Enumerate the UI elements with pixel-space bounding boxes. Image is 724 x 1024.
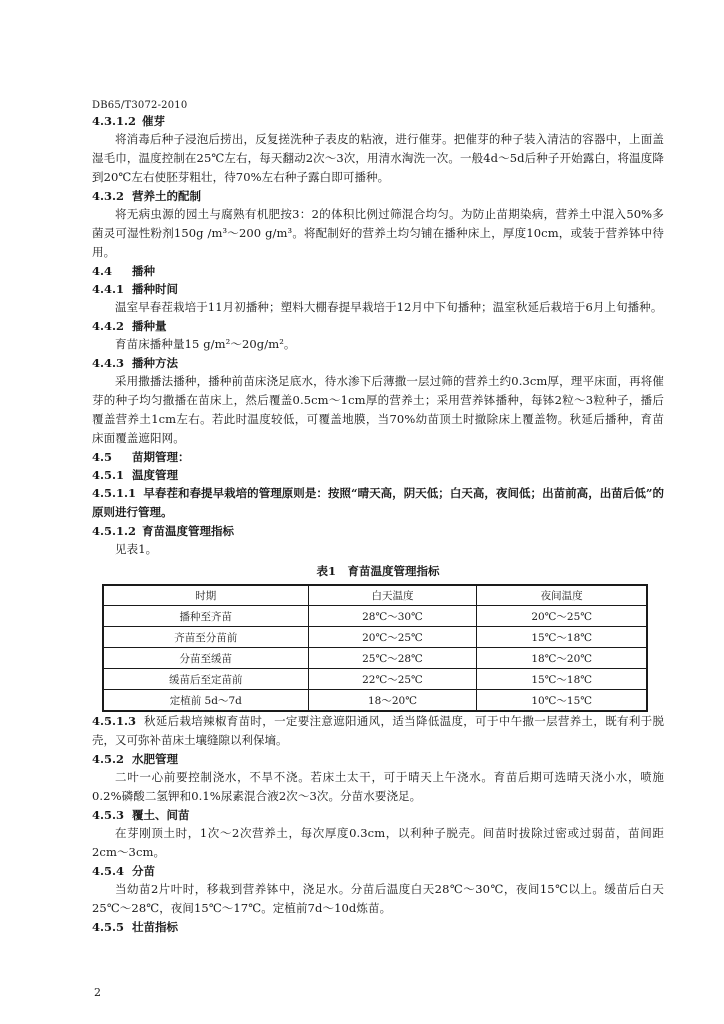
section-title: 分苗 (132, 864, 155, 878)
section-title: 播种 (132, 264, 155, 278)
table-cell: 18～20℃ (308, 690, 477, 712)
table-cell: 18℃～20℃ (477, 648, 647, 669)
paragraph-4-5-4: 当幼苗2片叶时，移栽到营养钵中，浇足水。分苗后温度白天28℃～30℃，夜间15℃以上。缓苗后白天25℃～28℃，夜间15℃～17℃。定植前7d～10d炼苗。 (92, 882, 664, 915)
section-heading-4-5-1-2 (92, 522, 664, 540)
paragraph-4-3-2: 将无病虫源的园土与腐熟有机肥按3：2的体积比例过筛混合均匀。为防止苗期染病，营养土中混入50%多菌灵可湿性粉剂150g /m³～200 g/m³。将配制好的营养土均匀铺在播种床上，厚度10cm，或装于营养钵中待用。 (92, 207, 664, 259)
table-cell: 28℃～30℃ (308, 606, 477, 627)
paragraph-4-4-3: 采用撒播法播种，播种前苗床浇足底水，待水渗下后薄撒一层过筛的营养土约0.3cm厚，理平床面，再将催芽的种子均匀撒播在苗床上，然后覆盖0.5cm～1cm厚的营养土；采用营养钵播种，每钵2粒～3粒种子，播后覆盖营养土1cm左右。若此时温度较低，可覆盖地膜，当70%幼苗顶土时撤除床上覆盖物。秋延后播种，育苗床面覆盖遮阳网。 (92, 374, 664, 445)
section-heading-4-3-2 (92, 187, 664, 205)
paragraph-4-5-1-2: 见表1。 (115, 542, 158, 556)
table-cell: 分苗至缓苗 (103, 648, 308, 669)
table-cell: 20℃～25℃ (308, 627, 477, 648)
section-number: 4.5.1.1 (92, 486, 137, 500)
table-cell: 齐苗至分苗前 (103, 627, 308, 648)
table-cell: 播种至齐苗 (103, 606, 308, 627)
table-row (103, 690, 647, 712)
section-title: 播种方法 (132, 356, 178, 370)
table-cell: 22℃～25℃ (308, 669, 477, 690)
table-header-row (103, 585, 647, 606)
table-caption: 表1 育苗温度管理指标 (316, 564, 440, 578)
section-heading-4-4-1 (92, 280, 664, 298)
section-number: 4.5.4 (92, 864, 125, 878)
section-title: 播种量 (132, 319, 167, 333)
table-cell: 15℃～18℃ (477, 669, 647, 690)
section-heading-4-5-3 (92, 806, 664, 824)
section-title: 覆土、间苗 (132, 808, 190, 822)
section-title: 水肥管理 (132, 752, 178, 766)
section-heading-4-5-5 (92, 918, 664, 936)
section-title: 苗期管理： (132, 450, 190, 464)
section-number: 4.5 (92, 450, 113, 464)
table-cell: 25℃～28℃ (308, 648, 477, 669)
section-title: 营养土的配制 (132, 189, 201, 203)
section-title: 育苗温度管理指标 (142, 524, 234, 538)
section-heading-4-3-1-2 (92, 112, 664, 130)
section-number: 4.3.2 (92, 189, 125, 203)
table-header-cell: 夜间温度 (477, 585, 647, 606)
paragraph-4-5-1-1 (92, 484, 664, 522)
section-heading-4-5-4 (92, 862, 664, 880)
paragraph-4-5-3: 在芽刚顶土时，1次～2次营养土，每次厚度0.3cm，以利种子脱壳。间苗时拔除过密或过弱苗，苗间距2cm～3cm。 (92, 826, 664, 859)
section-number: 4.3.1.2 (92, 114, 137, 128)
table-cell: 15℃～18℃ (477, 627, 647, 648)
document-code: DB65/T3072-2010 (92, 100, 188, 111)
section-title: 催芽 (142, 114, 165, 128)
document-body (92, 112, 664, 936)
section-number: 4.4.2 (92, 319, 125, 333)
section-number: 4.4 (92, 264, 113, 278)
section-heading-4-4-2 (92, 317, 664, 335)
section-number: 4.5.1 (92, 468, 125, 482)
table-header-cell: 白天温度 (308, 585, 477, 606)
table-row (103, 627, 647, 648)
section-title: 温度管理 (132, 468, 178, 482)
table-row (103, 648, 647, 669)
section-number: 4.5.3 (92, 808, 125, 822)
table-row (103, 606, 647, 627)
section-number: 4.5.2 (92, 752, 125, 766)
paragraph-4-4-2: 育苗床播种量15 g/m²～20g/m²。 (115, 337, 296, 351)
table-cell: 20℃～25℃ (477, 606, 647, 627)
paragraph-4-5-1-3 (92, 712, 664, 750)
paragraph-4-5-2: 二叶一心前要控制浇水，不旱不浇。若床土太干，可于晴天上午浇水。育苗后期可选晴天浇小水，喷施0.2%磷酸二氢钾和0.1%尿素混合液2次～3次。分苗水要浇足。 (92, 770, 664, 803)
paragraph-text: 秋延后栽培辣椒育苗时，一定要注意遮阳通风，适当降低温度，可于中午撒一层营养土，既有利于脱壳，又可弥补苗床土壤缝隙以利保墒。 (92, 714, 664, 747)
page-number: 2 (94, 986, 101, 999)
table-row (103, 669, 647, 690)
section-number: 4.5.5 (92, 920, 125, 934)
table-cell: 缓苗后至定苗前 (103, 669, 308, 690)
paragraph-4-3-1-2: 将消毒后种子浸泡后捞出，反复搓洗种子表皮的粘液，进行催芽。把催芽的种子装入清洁的容器中，上面盖湿毛巾，温度控制在25℃左右，每天翻动2次～3次，用清水淘洗一次。一般4d～5d后种子开始露白，将温度降到20℃左右使胚芽粗壮，待70%左右种子露白即可播种。 (92, 132, 664, 184)
table-header-cell: 时期 (103, 585, 308, 606)
section-number: 4.5.1.3 (92, 714, 137, 728)
section-number: 4.5.1.2 (92, 524, 137, 538)
section-heading-4-5 (92, 448, 664, 466)
table-cell: 定植前 5d～7d (103, 690, 308, 712)
section-heading-4-5-1 (92, 466, 664, 484)
section-heading-4-4 (92, 262, 664, 280)
section-number: 4.4.3 (92, 356, 125, 370)
section-heading-4-4-3 (92, 354, 664, 372)
section-heading-4-5-2 (92, 750, 664, 768)
section-number: 4.4.1 (92, 282, 125, 296)
table-cell: 10℃～15℃ (477, 690, 647, 712)
paragraph-text: 早春茬和春提早栽培的管理原则是：按照“晴天高，阴天低；白天高，夜间低；出苗前高，出苗后低”的原则进行管理。 (92, 486, 664, 519)
temperature-table (102, 584, 648, 712)
section-title: 播种时间 (132, 282, 178, 296)
section-title: 壮苗指标 (132, 920, 178, 934)
paragraph-4-4-1: 温室早春茬栽培于11月初播种；塑料大棚春提早栽培于12月中下旬播种；温室秋延后栽培于6月上旬播种。 (115, 300, 663, 314)
